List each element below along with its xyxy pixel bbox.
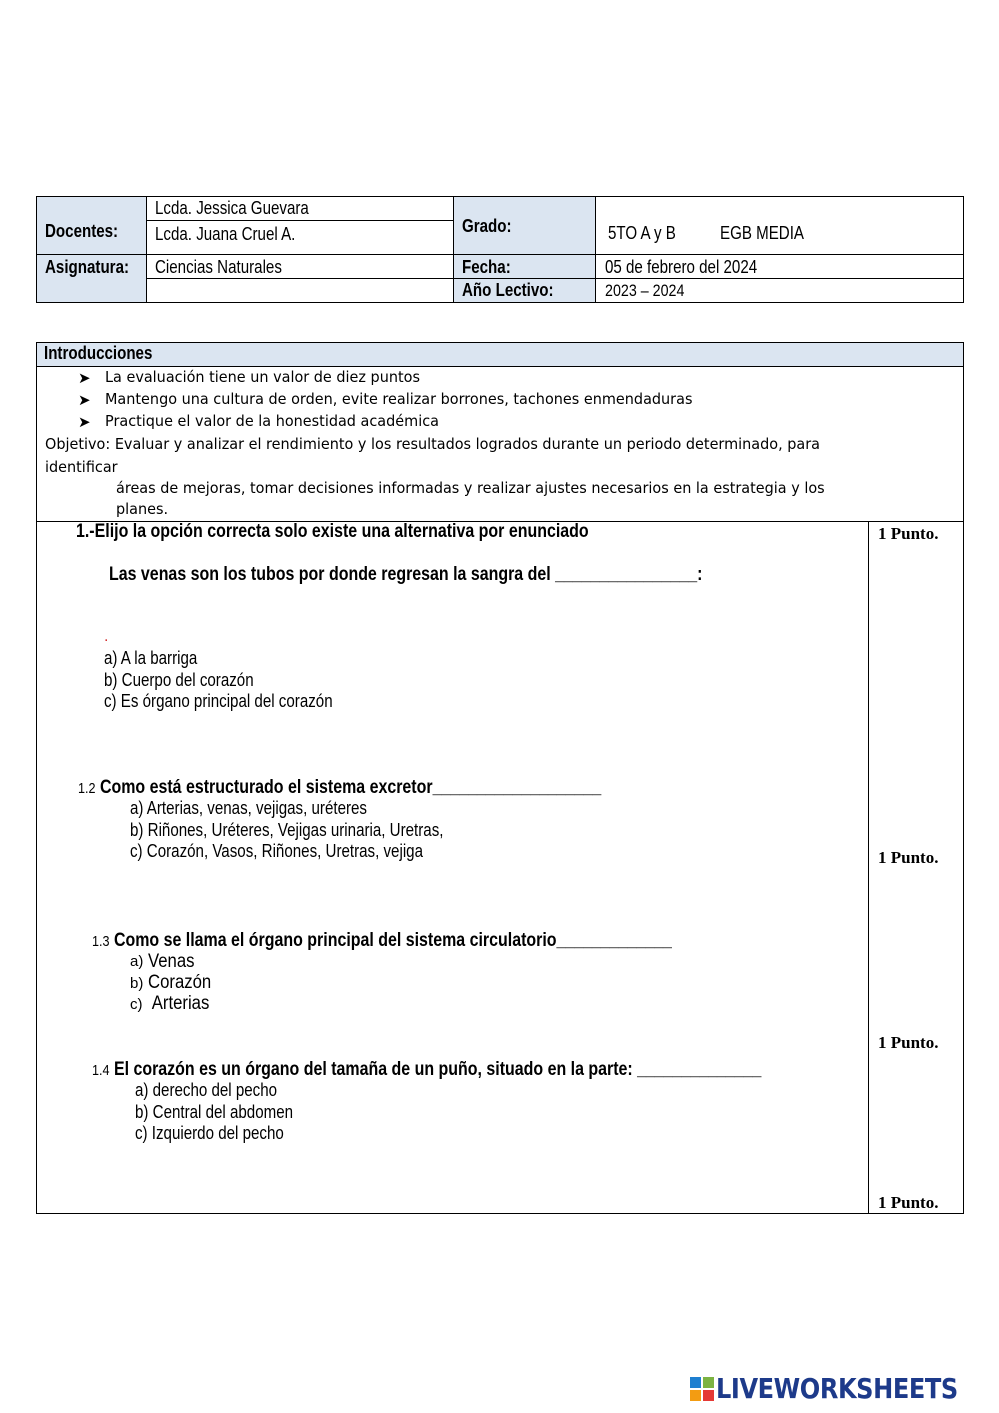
ano-lectivo-value: 2023 – 2024 bbox=[605, 281, 685, 300]
question-3-number: 1.3 bbox=[92, 933, 110, 950]
points-3: 1 Punto. bbox=[878, 1033, 939, 1052]
grado-label: Grado: bbox=[462, 216, 512, 236]
grado-value: 5TO A y B bbox=[608, 223, 676, 243]
question-4-number: 1.4 bbox=[92, 1062, 110, 1079]
q2-option-c: c) Corazón, Vasos, Riñones, Uretras, vejiga bbox=[130, 841, 424, 861]
question-1-text: Las venas son los tubos por donde regresan la sangra del ________________: bbox=[109, 564, 703, 585]
intro-bullet-3: Practique el valor de la honestidad académica bbox=[105, 412, 439, 430]
objective-line-2: identificar bbox=[45, 458, 118, 476]
points-4: 1 Punto. bbox=[878, 1193, 939, 1212]
intro-bullet-1: La evaluación tiene un valor de diez puntos bbox=[105, 368, 420, 386]
q1-option-b: b) Cuerpo del corazón bbox=[104, 670, 254, 690]
question-3-text: Como se llama el órgano principal del sistema circulatorio_____________ bbox=[113, 930, 672, 951]
q3-option-a: Venas bbox=[148, 951, 195, 972]
docente-2: Lcda. Juana Cruel A. bbox=[155, 224, 296, 244]
q3-letter-b: b) bbox=[130, 975, 144, 992]
q1-option-a: a) A la barriga bbox=[104, 648, 198, 668]
arrow-bullet-icon: ➤ bbox=[78, 392, 91, 409]
q4-option-c: c) Izquierdo del pecho bbox=[135, 1123, 284, 1143]
fecha-label: Fecha: bbox=[462, 257, 511, 277]
question-1-title: 1.-Elijo la opción correcta solo existe una alternativa por enunciado bbox=[76, 521, 589, 542]
q2-option-b: b) Riñones, Uréteres, Vejigas urinaria, Uretras, bbox=[130, 820, 444, 840]
docentes-label: Docentes: bbox=[45, 221, 119, 241]
q3-letter-a: a) bbox=[130, 953, 144, 970]
objective-line-1: Objetivo: Evaluar y analizar el rendimiento y los resultados logrados durante un periodo determinado, para bbox=[45, 435, 821, 453]
q3-option-b: Corazón bbox=[148, 972, 212, 993]
objective-line-4: planes. bbox=[116, 500, 169, 518]
q2-option-a: a) Arterias, venas, vejigas, uréteres bbox=[130, 798, 367, 818]
objective-line-3: áreas de mejoras, tomar decisiones informadas y realizar ajustes necesarios en la estrategia y los bbox=[116, 479, 825, 497]
fecha-value: 05 de febrero del 2024 bbox=[605, 257, 758, 277]
arrow-bullet-icon: ➤ bbox=[78, 414, 91, 431]
q4-option-b: b) Central del abdomen bbox=[135, 1102, 294, 1122]
q1-option-c: c) Es órgano principal del corazón bbox=[104, 691, 333, 711]
points-2: 1 Punto. bbox=[878, 848, 939, 867]
asignatura-label: Asignatura: bbox=[45, 257, 130, 277]
question-2-text: Como está estructurado el sistema excretor___________________ bbox=[99, 777, 602, 798]
ano-lectivo-label: Año Lectivo: bbox=[462, 280, 554, 300]
asignatura-value: Ciencias Naturales bbox=[155, 257, 282, 277]
question-4-text: El corazón es un órgano del tamaña de un puño, situado en la parte: ______________ bbox=[113, 1059, 762, 1080]
points-1: 1 Punto. bbox=[878, 524, 939, 543]
intro-title: Introducciones bbox=[44, 343, 153, 363]
q3-letter-c: c) bbox=[130, 996, 143, 1013]
intro-bullet-2: Mantengo una cultura de orden, evite realizar borrones, tachones enmendaduras bbox=[105, 390, 693, 408]
logo-blocks-icon bbox=[690, 1377, 714, 1401]
question-2-number: 1.2 bbox=[78, 780, 96, 797]
grado-level: EGB MEDIA bbox=[720, 223, 805, 243]
q4-option-a: a) derecho del pecho bbox=[135, 1080, 278, 1100]
docente-1: Lcda. Jessica Guevara bbox=[155, 198, 309, 218]
red-dot: . bbox=[104, 628, 109, 645]
q3-option-c: Arterias bbox=[148, 993, 210, 1014]
arrow-bullet-icon: ➤ bbox=[78, 370, 91, 387]
logo-text: LIVEWORKSHEETS bbox=[716, 1372, 958, 1405]
